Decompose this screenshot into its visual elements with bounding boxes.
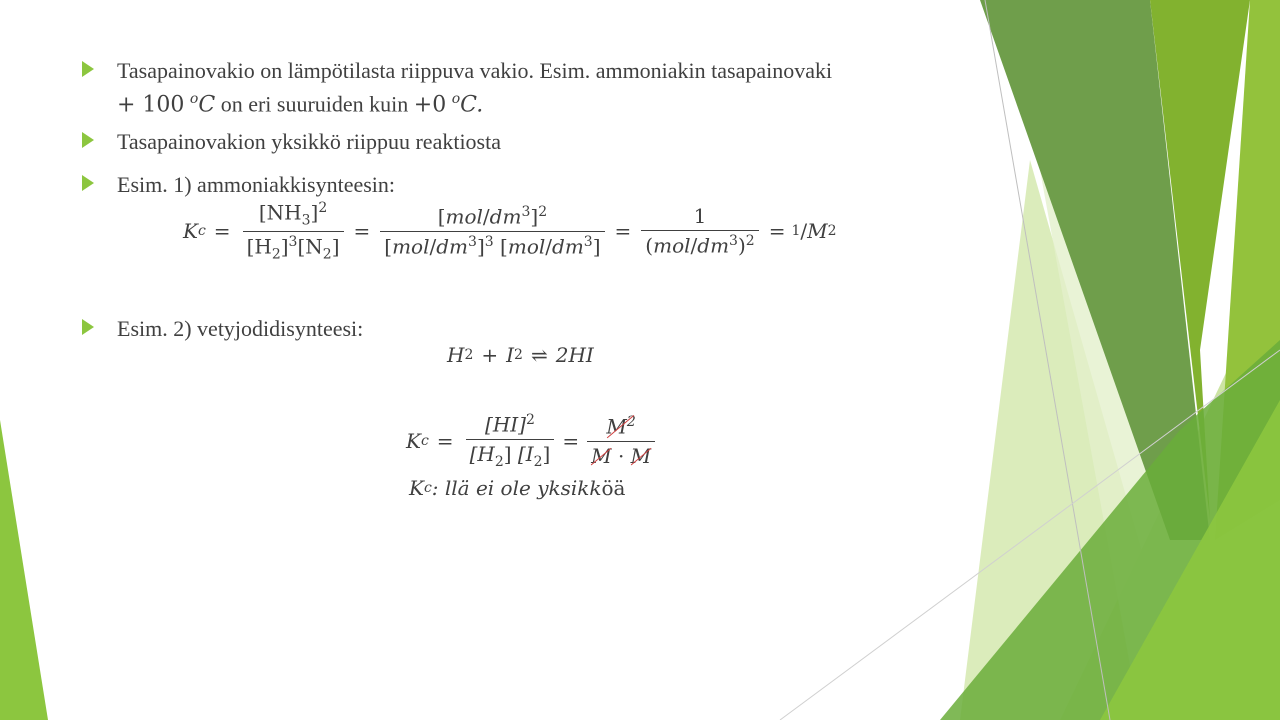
equation-hi-kc: K c = $\frac{[HI]^2}{[H_2] [I_2]}$ = $\frac{M^2}{M \cdot M}$ (406, 412, 659, 470)
bullet-arrow-icon (82, 175, 94, 191)
bullet-item-3 (82, 170, 395, 199)
equation-ammonia-kc: K c = $\frac{[NH_3]^2}{[H_2]^3[N_2]}$ = $\frac{[mol/dm^3]^2}{[mol/dm^3]^3 [mol/dm^3]}$ = $\frac{1}{(mol/dm^3)^2}$ = 1 / M 2 (183, 200, 837, 263)
bullet-item-4 (82, 314, 363, 343)
bullet-item-2 (82, 127, 501, 156)
equation-hi-reaction: H 2 + I 2 ⇌ 2HI (447, 343, 594, 367)
bullet-item-1 (82, 56, 832, 119)
bullet-arrow-icon (82, 319, 94, 335)
bullet-text-1: Tasapainovakio on lämpötilasta riippuva vakio. Esim. ammoniakin tasapainovaki + 100 $^o$C on eri suuruiden kuin +0 $^o$C. (117, 58, 833, 118)
fraction-one-over-units: $\frac{1}{(mol/dm^3)^2}$ (641, 204, 758, 258)
fraction-nh3: $\frac{[NH_3]^2}{[H_2]^3[N_2]}$ (243, 200, 344, 262)
bullet-arrow-icon (82, 132, 94, 148)
fraction-units: $\frac{[mol/dm^3]^2}{[mol/dm^3]^3 [mol/dm^3]}$ (380, 204, 604, 258)
fraction-units-cancelled: $\frac{M^2}{M \cdot M}$ (587, 414, 655, 468)
bullet-text-2: Tasapainovakion yksikkö riippuu reaktiosta (117, 129, 501, 154)
bullet-text-4: Esim. 2) vetyjodidisynteesi: (117, 316, 364, 341)
fraction-hi: $\frac{[HI]^2}{[H_2] [I_2]}$ (466, 412, 555, 470)
kc-unitless-note: K c : llä ei ole yksikk öä (409, 476, 626, 500)
bullet-arrow-icon (82, 61, 94, 77)
bullet-text-3: Esim. 1) ammoniakkisynteesin: (117, 172, 396, 197)
